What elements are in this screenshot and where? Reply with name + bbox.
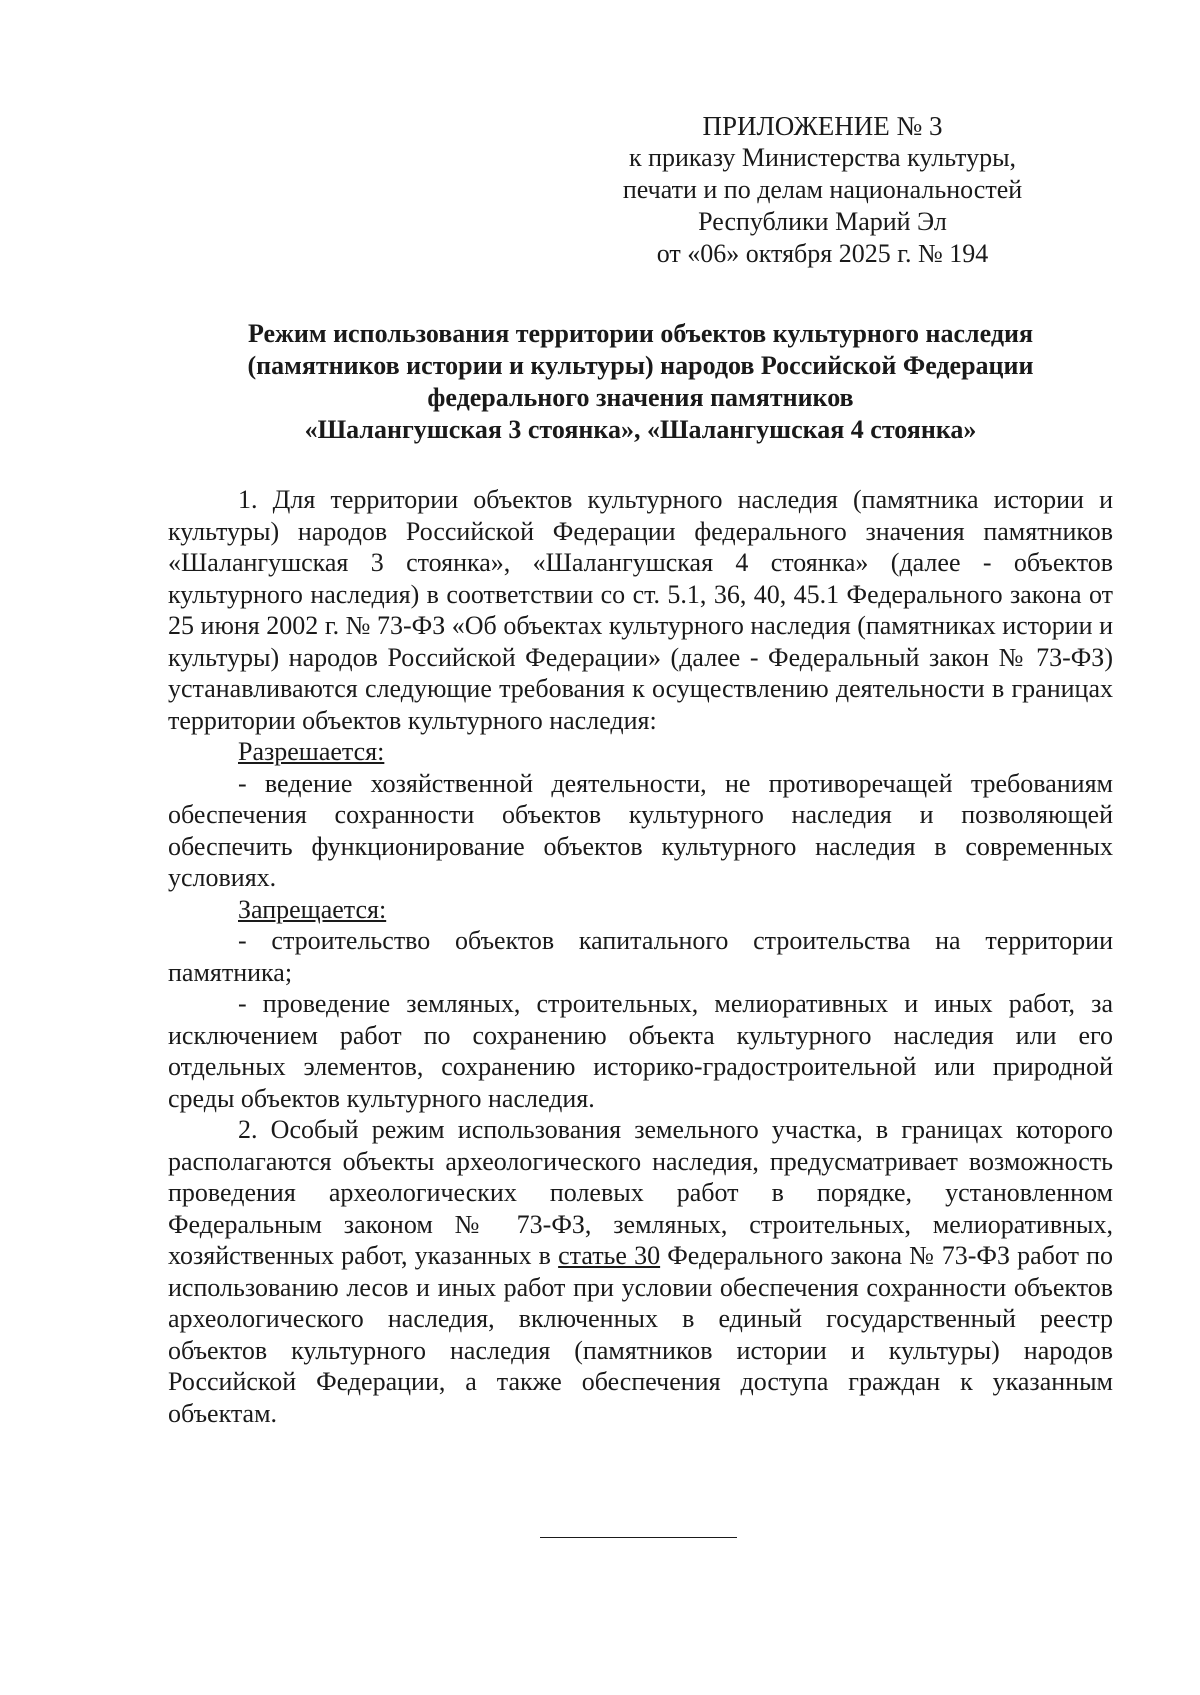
title-line: (памятников истории и культуры) народов Российской Федерации [247, 351, 1034, 380]
document-body [168, 484, 1113, 1429]
approval-line: к приказу Министерства культуры, [628, 143, 1017, 172]
allowed-item: - ведение хозяйственной деятельности, не противоречащей требованиям обеспечения сохранности объектов культурного наследия и позволяющей обеспечить функционирование объектов культурного наследия в современных условиях. [168, 768, 1113, 892]
approval-block [590, 110, 1055, 270]
forbidden-heading [168, 894, 1113, 926]
article-30-link[interactable]: статье 30 [558, 1241, 661, 1270]
paragraph-2-text: 2. Особый режим использования земельного участка, в границах которого располагаются объекты археологического наследия, предусматривает возможность проведения археологических полевых работ в порядке, установленном Федеральным законом № 73-ФЗ, земляных, строительных, мелиоративных, хозяйственных работ, указанных в [168, 1115, 1113, 1270]
forbidden-item: - строительство объектов капитального строительства на территории памятника; [168, 926, 1113, 987]
approval-date-line: от «06» октября 2025 г. № 194 [656, 239, 989, 268]
allowed-heading-text: Разрешается: [238, 737, 385, 766]
approval-line: Республики Марий Эл [698, 207, 947, 236]
title-line: федерального значения памятников [427, 383, 854, 412]
document-title [168, 318, 1113, 446]
allowed-heading [168, 736, 1113, 768]
approval-line: печати и по делам национальностей [622, 175, 1023, 204]
paragraph-1: 1. Для территории объектов культурного наследия (памятника истории и культуры) народов Российской Федерации федерального значения памятников «Шалангушская 3 стоянка», «Шалангушская 4 стоянка» (далее - объектов культурного наследия) в соответствии со ст. 5.1, 36, 40, 45.1 Федерального закона от 25 июня 2002 г. № 73-ФЗ «Об объектах культурного наследия (памятниках истории и культуры) народов Российской Федерации» (далее - Федеральный закон № 73-ФЗ) устанавливаются следующие требования к осуществлению деятельности в границах территории объектов культурного наследия: [168, 485, 1113, 735]
title-line: Режим использования территории объектов культурного наследия [247, 319, 1034, 348]
forbidden-heading-text: Запрещается: [238, 894, 387, 924]
appendix-heading: ПРИЛОЖЕНИЕ № 3 [702, 111, 943, 141]
paragraph-2 [168, 1114, 1113, 1429]
paragraph-2-text-end: Федерального закона № 73-ФЗ работ по использованию лесов и иных работ при условии обеспечения сохранности объектов археологического наследия, включенных в единый государственный реестр объектов культурного наследия (памятников истории и культуры) народов Российской Федерации, а также обеспечения доступа граждан к указанным объектам. [168, 1241, 1113, 1428]
end-divider [540, 1537, 737, 1538]
title-line: «Шалангушская 3 стоянка», «Шалангушская 4 стоянка» [304, 415, 977, 444]
forbidden-item: - проведение земляных, строительных, мелиоративных и иных работ, за исключением работ по сохранению объекта культурного наследия или его отдельных элементов, сохранению историко-градостроительной или природной среды объектов культурного наследия. [168, 989, 1113, 1113]
